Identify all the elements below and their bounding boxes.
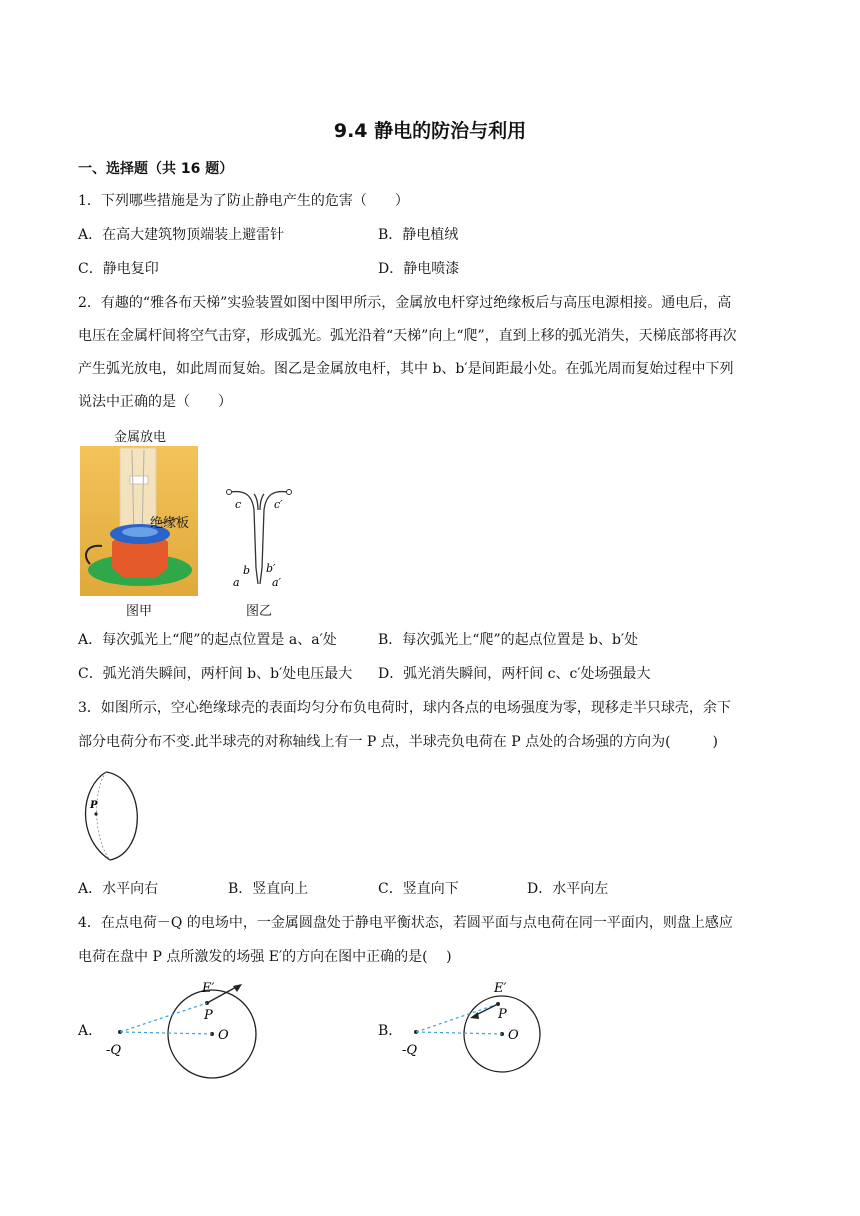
q4-figure-a <box>104 976 284 1080</box>
q3-option-c[interactable]: C．竖直向下 <box>378 881 459 897</box>
q3-option-d[interactable]: D．水平向左 <box>527 881 609 897</box>
point-a: a <box>233 576 240 589</box>
label-p: P <box>204 1008 213 1023</box>
label-e-prime: E′ <box>202 981 215 996</box>
q4-option-a[interactable]: A． <box>78 1023 103 1039</box>
q1-option-c[interactable]: C．静电复印 <box>78 261 159 277</box>
q3-option-b[interactable]: B．竖直向上 <box>228 881 309 897</box>
q2-option-a[interactable]: A．每次弧光上“爬”的起点位置是 a、a′处 <box>78 632 337 648</box>
q1-option-d[interactable]: D．静电喷漆 <box>378 261 460 277</box>
fig-b-rods <box>220 480 300 592</box>
label-p: P <box>498 1007 507 1022</box>
label-charge: -Q <box>106 1043 122 1058</box>
q3-stem-line: 部分电荷分布不变.此半球壳的对称轴线上有一 P 点，半球壳负电荷在 P 点处的合场强的方向为( ) <box>78 734 719 750</box>
q2-option-c[interactable]: C．弧光消失瞬间，两杆间 b、b′处电压最大 <box>78 666 353 682</box>
label-e-prime: E′ <box>494 981 507 996</box>
label-charge: -Q <box>402 1043 418 1058</box>
q1-option-a[interactable]: A．在高大建筑物顶端装上避雷针 <box>78 227 285 243</box>
fig-a-top-label: 金属放电 <box>114 430 167 445</box>
q2-stem-line: 产生弧光放电，如此周而复始。图乙是金属放电杆，其中 b、b′是间距最小处。在弧光周而复始过程中下列 <box>78 361 734 377</box>
page-title: 9.4 静电的防治与利用 <box>333 120 527 142</box>
point-c-prime: c′ <box>274 498 283 511</box>
q2-option-d[interactable]: D．弧光消失瞬间，两杆间 c、c′处场强最大 <box>378 666 651 682</box>
q4-stem-line: 电荷在盘中 P 点所激发的场强 E′的方向在图中正确的是( ) <box>78 949 452 965</box>
hemisphere-figure <box>76 768 148 864</box>
point-b: b <box>243 564 251 577</box>
label-o: O <box>218 1028 229 1043</box>
point-a-prime: a′ <box>272 576 282 589</box>
fig-a-board-label: 绝缘板 <box>150 516 190 531</box>
q3-stem-line: 3．如图所示，空心绝缘球壳的表面均匀分布负电荷时，球内各点的电场强度为零，现移走半只球壳，余下 <box>78 700 731 716</box>
label-o: O <box>508 1028 519 1043</box>
q4-option-b[interactable]: B． <box>378 1023 403 1039</box>
fig-a-caption: 图甲 <box>126 604 153 619</box>
q2-stem-line: 2．有趣的“雅各布天梯”实验装置如图中图甲所示，金属放电杆穿过绝缘板后与高压电源相接。通电后，高 <box>78 295 732 311</box>
q2-option-b[interactable]: B．每次弧光上“爬”的起点位置是 b、b′处 <box>378 632 639 648</box>
fig-b-caption: 图乙 <box>246 604 273 619</box>
point-b-prime: b′ <box>266 562 276 575</box>
q1-stem: 1．下列哪些措施是为了防止静电产生的危害（ ） <box>78 193 409 209</box>
q4-figure-b <box>402 978 562 1082</box>
q3-option-a[interactable]: A．水平向右 <box>78 881 159 897</box>
q4-stem-line: 4．在点电荷－Q 的电场中，一金属圆盘处于静电平衡状态，若圆平面与点电荷在同一平面内，则盘上感应 <box>78 915 733 931</box>
q2-stem-line: 电压在金属杆间将空气击穿，形成弧光。弧光沿着“天梯”向上“爬”，直到上移的弧光消失，天梯底部将再次 <box>78 328 737 344</box>
point-c: c <box>235 498 242 511</box>
point-p-label: P <box>90 800 98 811</box>
section-heading: 一、选择题（共 16 题） <box>78 161 234 177</box>
q2-stem-line: 说法中正确的是（ ） <box>78 394 232 410</box>
q1-option-b[interactable]: B．静电植绒 <box>378 227 459 243</box>
